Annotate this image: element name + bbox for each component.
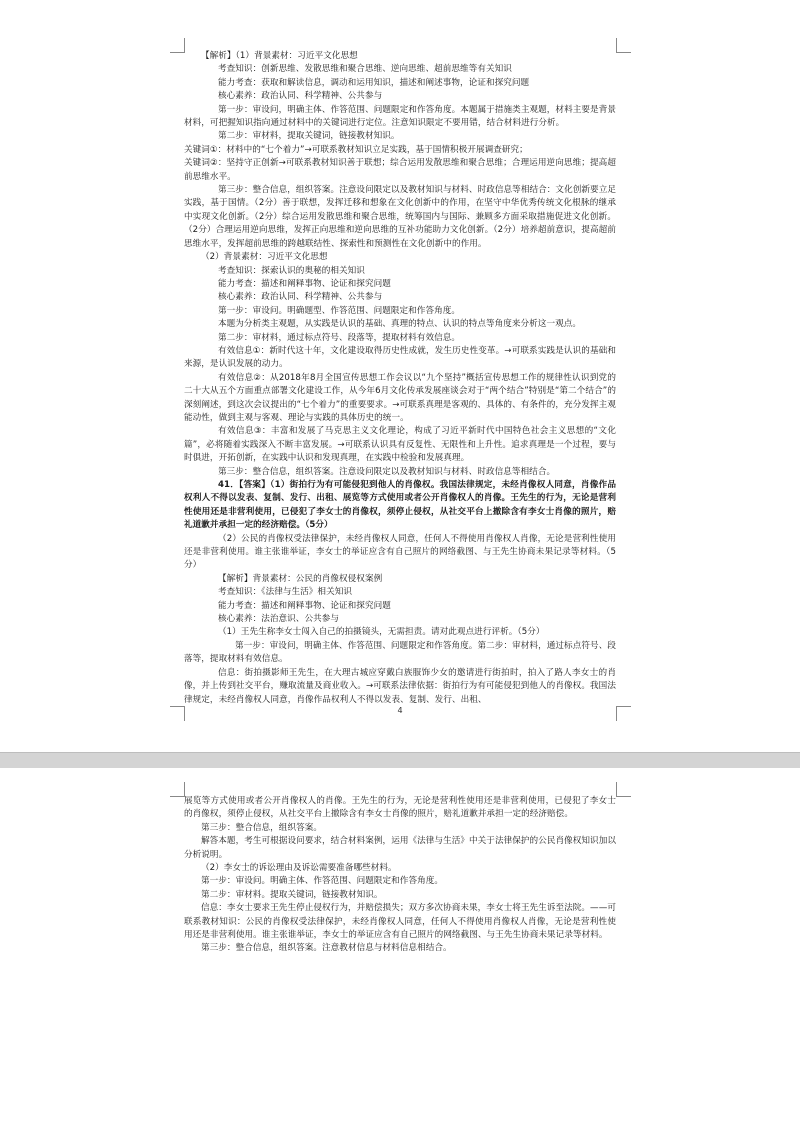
paragraph: 第三步：整合信息，组织答案。注意设问限定以及教材知识与材料、时政信息等相结合：文化创新要立足实践，基于国情。（2分）善于联想，发挥迁移和想象在文化创新中的作用，在坚守中华优秀传统文化根脉的继承中实现文化创新。（2分）综合运用发散思维和聚合思维，统筹国内与国际、兼顾多方面采取措施促进文化创新。（2分）合理运用逆向思维，发挥正向思维和逆向思维的互补功能助力文化创新。（2分）培养超前意识，提高超前思维水平，发挥超前思维的跨越联结性、探索性和预测性在文化创新中的作用。: [184, 185, 616, 249]
answer-heading: 41．【答案】（1）街拍行为有可能侵犯到他人的肖像权。我国法律规定，未经肖像权人同意，肖像作品权利人不得以发表、复制、发行、出租、展览等方式使用或者公开肖像权人的肖像。王先生的行为，无论是营利性使用还是非营利使用，已侵犯了李女士的肖像权，须停止侵权，从社交平台上撤除含有李女士肖像的照片，赔礼道歉并承担一定的经济赔偿。（5分）: [184, 480, 616, 531]
paragraph: 第三步：整合信息，组织答案。注意设问限定以及教材知识与材料、时政信息等相结合。: [218, 466, 556, 477]
paragraph: 【解析】背景素材：公民的肖像权侵权案例: [218, 573, 383, 584]
paragraph: 考查知识：创新思维、发散思维和聚合思维、逆向思维、超前思维等有关知识: [218, 64, 512, 75]
paragraph: 信息：李女士要求王先生停止侵权行为，并赔偿损失；双方多次协商未果，李女士将王先生诉至法院。——可联系教材知识：公民的肖像权受法律保护，未经肖像权人同意，任何人不得使用肖像权人肖像，无论是营利性使用还是非营利使用。谁主张谁举证，李女士的举证应含有自己照片的网络截图、与王先生协商未果记录等材料。: [184, 903, 616, 941]
paragraph: 有效信息①：新时代这十年，文化建设取得历史性成就，发生历史性变革。→可联系实践是认识的基础和来源，是认识发展的动力。: [184, 345, 616, 370]
paragraph: 核心素养：政治认同、科学精神、公共参与: [218, 91, 383, 102]
paragraph: 关键词①：材料中的“七个着力”→可联系教材知识立足实践，基于国情积极开展调查研究；: [184, 144, 528, 155]
crop-mark-top-left: [170, 782, 185, 797]
paragraph: 第一步：审设问，明确主体、作答范围、问题限定和作答角度。本题属于措施类主观题，材料主要是背景材料，可把握知识指向通过材料中的关键词进行定位。注意知识限定不要用错，结合材料进行分析。: [184, 104, 616, 129]
lower-page-text: [184, 795, 616, 956]
paragraph: 解答本题，考生可根据设问要求，结合材料案例，运用《法律与生活》中关于法律保护的公民肖像权知识加以分析说明。: [184, 836, 616, 860]
paragraph: 第二步：审材料，提取关键词，链接教材知识。: [218, 131, 400, 142]
paragraph: （2）背景素材：习近平文化思想: [201, 252, 328, 263]
page-number: 4: [397, 706, 403, 715]
paragraph: 考查知识：《法律与生活》相关知识: [218, 587, 353, 598]
paragraph: （2）李女士的诉讼理由及诉讼需要准备哪些材料。: [201, 863, 397, 874]
paragraph: 第二步：审材料，通过标点符号、段落等，提取材料有效信息。: [218, 332, 461, 343]
paragraph: （1）王先生称李女士闯入自己的拍摄镜头，无需担责。请对此观点进行评析。（5分）: [218, 627, 545, 638]
paragraph: 第二步：审材料。提取关键词，链接教材知识。: [201, 889, 383, 900]
document-page-lower: [0, 768, 800, 1130]
paragraph: 第一步：审设问，明确主体、作答范围、问题限定和作答角度。第二步：审材料，通过标点符号、段落等，提取材料有效信息。: [184, 640, 616, 665]
crop-mark-top-right: [616, 38, 631, 53]
paragraph: 核心素养：法治意识、公共参与: [218, 614, 340, 625]
paragraph: 考查知识：探索认识的奥秘的相关知识: [218, 265, 365, 276]
paragraph: 核心素养：政治认同、科学精神、公共参与: [218, 292, 383, 303]
upper-page-text: [184, 50, 616, 707]
paragraph: 第一步：审设问。明确主体、作答范围、问题限定和作答角度。: [201, 876, 444, 887]
paragraph: 信息：街拍摄影师王先生，在大理古城应穿戴白族服饰少女的邀请进行街拍时，拍入了路人李女士的肖像，并上传到社交平台，赚取流量及商业收入。→可联系法律依据：街拍行为有可能侵犯到他人的肖像权。我国法律规定，未经肖像权人同意，肖像作品权利人不得以发表、复制、发行、出租、: [184, 667, 616, 705]
paragraph: 关键词②：坚持守正创新→可联系教材知识善于联想；综合运用发散思维和聚合思维；合理运用逆向思维；提高超前思维水平。: [184, 158, 616, 182]
paragraph: 能力考查：描述和阐释事物、论证和探究问题: [218, 600, 391, 611]
crop-mark-top-left: [170, 38, 185, 53]
paragraph: 能力考查：描述和阐释事物、论证和探究问题: [218, 278, 391, 289]
paragraph: 【解析】（1）背景素材：习近平文化思想: [201, 51, 358, 61]
paragraph: 第三步：整合信息，组织答案。注意教材信息与材料信息相结合。: [201, 943, 452, 954]
paragraph: 本题为分析类主观题，从实践是认识的基础、真理的特点、认识的特点等角度来分析这一观点。: [218, 319, 582, 330]
paragraph: 有效信息②：从2018年8月全国宣传思想工作会议以“九个坚持”概括宣传思想工作的规律性认识到党的二十大从五个方面重点部署文化建设工作，从今年6月文化传承发展座谈会对于“两个结合”特别是“第二个结合”的深刻阐述，到这次会议提出的“七个着力”的重要要求。→可联系真理是客观的、具体的、有条件的，充分发挥主观能动性，做到主观与客观、理论与实践的具体历史的统一。: [184, 372, 616, 423]
paragraph: 能力考查：获取和解读信息，调动和运用知识，描述和阐述事物，论证和探究问题: [218, 77, 530, 88]
paragraph: （2）公民的肖像权受法律保护，未经肖像权人同意，任何人不得使用肖像权人肖像，无论是营利性使用还是非营利使用。谁主张谁举证，李女士的举证应含有自己照片的网络截图、与王先生协商未果记录等材料。（5分）: [184, 533, 616, 571]
paragraph: 有效信息③：丰富和发展了马克思主义文化理论，构成了习近平新时代中国特色社会主义思想的“文化篇”，必将随着实践深入不断丰富发展。→可联系认识具有反复性、无限性和上升性。追求真理是一个过程，要与时俱进，开拓创新，在实践中认识和发现真理，在实践中检验和发展真理。: [184, 426, 616, 464]
paragraph: 第一步：审设问。明确题型、作答范围、问题限定和作答角度。: [218, 305, 461, 316]
paragraph: 第三步：整合信息，组织答案。: [201, 822, 323, 833]
crop-mark-top-right: [616, 782, 631, 797]
paragraph: 展览等方式使用或者公开肖像权人的肖像。王先生的行为，无论是营利性使用还是非营利使用，已侵犯了李女士的肖像权，须停止侵权，从社交平台上撤除含有李女士肖像的照片，赔礼道歉并承担一定的经济赔偿。: [184, 796, 616, 820]
